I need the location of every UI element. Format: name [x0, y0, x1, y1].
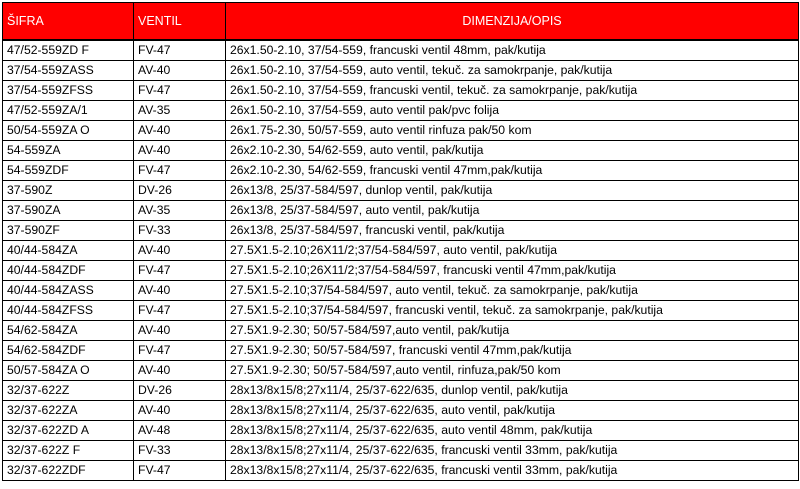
cell-sifra: 32/37-622ZA	[3, 401, 134, 421]
cell-opis: 26x13/8, 25/37-584/597, dunlop ventil, pak/kutija	[226, 181, 799, 201]
cell-opis: 27.5X1.9-2.30; 50/57-584/597,auto ventil, pak/kutija	[226, 321, 799, 341]
cell-sifra: 37/54-559ZASS	[3, 61, 134, 81]
table-row	[3, 241, 799, 261]
cell-ventil: AV-40	[134, 321, 226, 341]
cell-ventil: FV-47	[134, 81, 226, 101]
cell-ventil: AV-40	[134, 61, 226, 81]
cell-ventil: DV-26	[134, 181, 226, 201]
cell-opis: 26x1.50-2.10, 37/54-559, auto ventil pak/pvc folija	[226, 101, 799, 121]
cell-sifra: 37/54-559ZFSS	[3, 81, 134, 101]
table-row	[3, 201, 799, 221]
cell-ventil: AV-40	[134, 141, 226, 161]
table-row	[3, 361, 799, 381]
table-row	[3, 61, 799, 81]
cell-sifra: 40/44-584ZDF	[3, 261, 134, 281]
cell-opis: 28x13/8x15/8;27x11/4, 25/37-622/635, francuski ventil 33mm, pak/kutija	[226, 461, 799, 481]
cell-sifra: 40/44-584ZA	[3, 241, 134, 261]
header-ventil: VENTIL	[134, 3, 226, 41]
cell-opis: 26x1.50-2.10, 37/54-559, auto ventil, tekuč. za samokrpanje, pak/kutija	[226, 61, 799, 81]
table-row	[3, 81, 799, 101]
table-row	[3, 221, 799, 241]
cell-opis: 27.5X1.5-2.10;37/54-584/597, francuski ventil, tekuč. za samokrpanje, pak/kutija	[226, 301, 799, 321]
table-row	[3, 161, 799, 181]
cell-opis: 26x2.10-2.30, 54/62-559, auto ventil, pak/kutija	[226, 141, 799, 161]
table-row	[3, 121, 799, 141]
cell-ventil: FV-47	[134, 40, 226, 61]
cell-ventil: AV-40	[134, 281, 226, 301]
cell-opis: 26x13/8, 25/37-584/597, francuski ventil, pak/kutija	[226, 221, 799, 241]
cell-opis: 28x13/8x15/8;27x11/4, 25/37-622/635, dunlop ventil, pak/kutija	[226, 381, 799, 401]
cell-sifra: 37-590ZF	[3, 221, 134, 241]
cell-opis: 26x2.10-2.30, 54/62-559, francuski ventil 47mm,pak/kutija	[226, 161, 799, 181]
table-row	[3, 321, 799, 341]
cell-opis: 27.5X1.5-2.10;26X11/2;37/54-584/597, auto ventil, pak/kutija	[226, 241, 799, 261]
header-sifra: ŠIFRA	[3, 3, 134, 41]
cell-opis: 28x13/8x15/8;27x11/4, 25/37-622/635, auto ventil 48mm, pak/kutija	[226, 421, 799, 441]
cell-ventil: FV-47	[134, 261, 226, 281]
cell-ventil: AV-40	[134, 241, 226, 261]
product-table	[2, 2, 799, 481]
table-row	[3, 461, 799, 481]
cell-opis: 26x1.75-2.30, 50/57-559, auto ventil rinfuza pak/50 kom	[226, 121, 799, 141]
cell-sifra: 47/52-559ZD F	[3, 40, 134, 61]
cell-opis: 26x1.50-2.10, 37/54-559, francuski ventil 48mm, pak/kutija	[226, 40, 799, 61]
cell-sifra: 32/37-622Z	[3, 381, 134, 401]
cell-sifra: 50/57-584ZA O	[3, 361, 134, 381]
table-row	[3, 40, 799, 61]
cell-ventil: FV-47	[134, 161, 226, 181]
cell-sifra: 37-590ZA	[3, 201, 134, 221]
table-body	[3, 40, 799, 481]
cell-ventil: AV-40	[134, 361, 226, 381]
cell-ventil: FV-47	[134, 461, 226, 481]
cell-opis: 27.5X1.9-2.30; 50/57-584/597, francuski ventil 47mm,pak/kutija	[226, 341, 799, 361]
table-row	[3, 141, 799, 161]
cell-ventil: FV-47	[134, 301, 226, 321]
cell-sifra: 47/52-559ZA/1	[3, 101, 134, 121]
table-row	[3, 421, 799, 441]
cell-ventil: FV-47	[134, 341, 226, 361]
cell-sifra: 54-559ZDF	[3, 161, 134, 181]
table-row	[3, 181, 799, 201]
cell-ventil: AV-48	[134, 421, 226, 441]
table-header	[3, 3, 799, 41]
cell-ventil: AV-40	[134, 121, 226, 141]
cell-opis: 26x1.50-2.10, 37/54-559, francuski ventil, tekuč. za samokrpanje, pak/kutija	[226, 81, 799, 101]
cell-opis: 28x13/8x15/8;27x11/4, 25/37-622/635, auto ventil, pak/kutija	[226, 401, 799, 421]
table-row	[3, 441, 799, 461]
table-row	[3, 101, 799, 121]
cell-sifra: 37-590Z	[3, 181, 134, 201]
cell-sifra: 32/37-622Z F	[3, 441, 134, 461]
cell-sifra: 40/44-584ZASS	[3, 281, 134, 301]
cell-sifra: 54/62-584ZA	[3, 321, 134, 341]
cell-sifra: 32/37-622ZDF	[3, 461, 134, 481]
table-row	[3, 301, 799, 321]
cell-ventil: DV-26	[134, 381, 226, 401]
table-row	[3, 261, 799, 281]
cell-sifra: 54-559ZA	[3, 141, 134, 161]
table-row	[3, 381, 799, 401]
cell-sifra: 50/54-559ZA O	[3, 121, 134, 141]
cell-ventil: AV-35	[134, 201, 226, 221]
cell-opis: 27.5X1.5-2.10;26X11/2;37/54-584/597, francuski ventil 47mm,pak/kutija	[226, 261, 799, 281]
table-row	[3, 341, 799, 361]
cell-ventil: AV-35	[134, 101, 226, 121]
cell-ventil: AV-40	[134, 401, 226, 421]
cell-opis: 28x13/8x15/8;27x11/4, 25/37-622/635, francuski ventil 33mm, pak/kutija	[226, 441, 799, 461]
cell-opis: 26x13/8, 25/37-584/597, auto ventil, pak/kutija	[226, 201, 799, 221]
header-dimenzija-opis: DIMENZIJA/OPIS	[226, 3, 799, 41]
cell-sifra: 32/37-622ZD A	[3, 421, 134, 441]
cell-opis: 27.5X1.9-2.30; 50/57-584/597,auto ventil, rinfuza,pak/50 kom	[226, 361, 799, 381]
table-row	[3, 281, 799, 301]
cell-ventil: FV-33	[134, 441, 226, 461]
header-row	[3, 3, 799, 41]
cell-sifra: 40/44-584ZFSS	[3, 301, 134, 321]
cell-opis: 27.5X1.5-2.10;37/54-584/597, auto ventil, tekuč. za samokrpanje, pak/kutija	[226, 281, 799, 301]
cell-ventil: FV-33	[134, 221, 226, 241]
table-row	[3, 401, 799, 421]
cell-sifra: 54/62-584ZDF	[3, 341, 134, 361]
